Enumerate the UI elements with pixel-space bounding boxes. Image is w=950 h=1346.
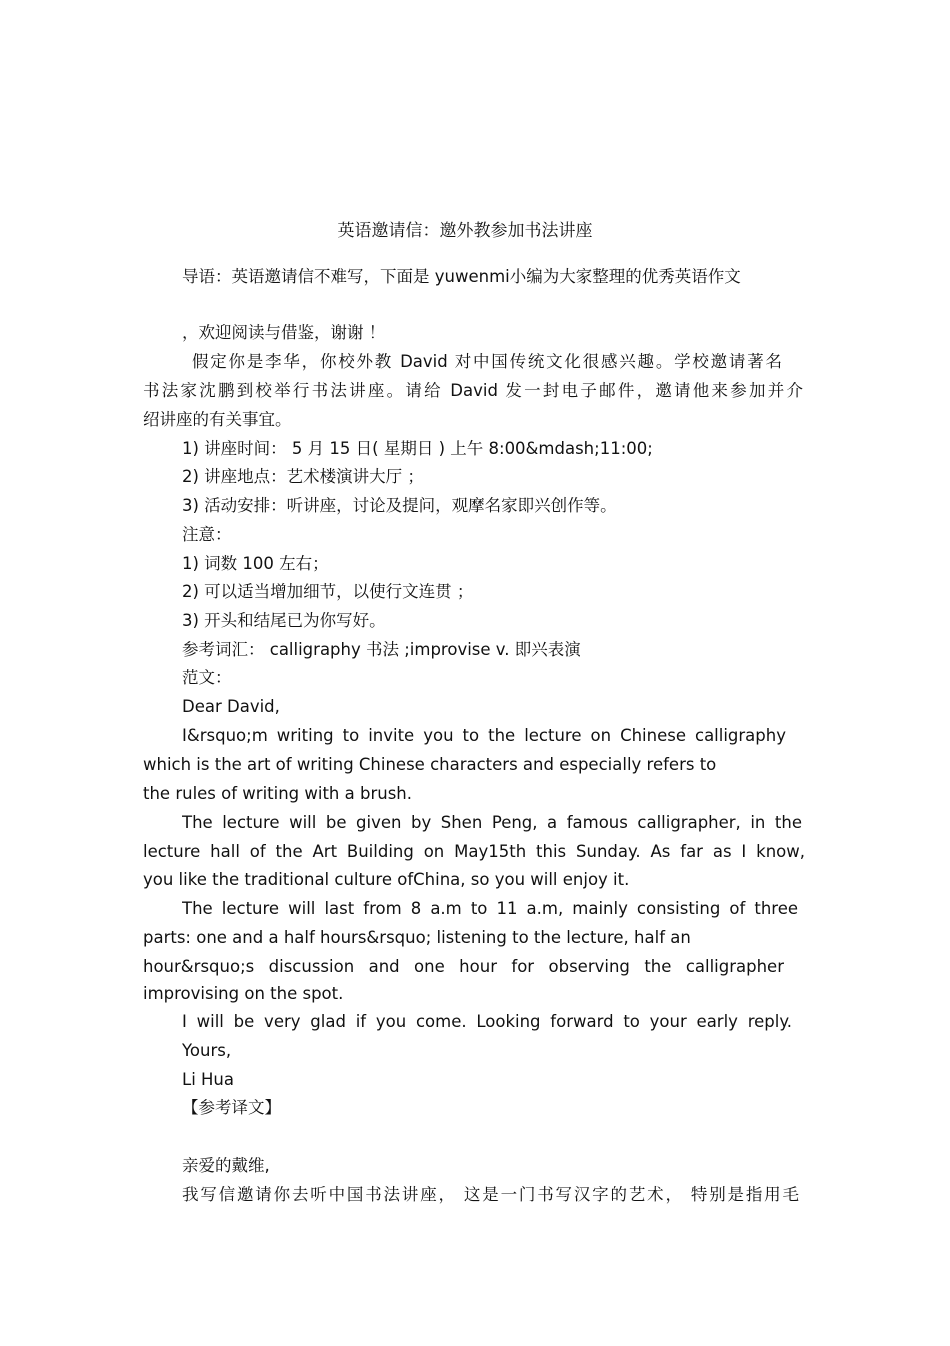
letter-paragraph: the rules of writing with a brush. (143, 784, 413, 803)
point-item: 2) 讲座地点：艺术楼演讲大厅 ； (182, 467, 424, 486)
letter-paragraph: parts: one and a half hours&rsquo; listening to the lecture, half an (143, 928, 691, 947)
letter-salutation: Dear David, (182, 697, 280, 716)
document-title: 英语邀请信：邀外教参加书法讲座 (337, 221, 593, 241)
intro-text: 导语：英语邀请信不难写，下面是 yuwenmi小编为大家整理的优秀英语作文 (182, 267, 741, 286)
point-item: 1) 讲座时间： 5 月 15 日( 星期日 ) 上午 8:00&mdash;11:00; (182, 439, 653, 458)
letter-paragraph: improvising on the spot. (143, 984, 344, 1003)
translation-paragraph: 我写信邀请你去听中国书法讲座， 这是一门书写汉字的艺术， 特别是指用毛 (182, 1185, 799, 1204)
letter-paragraph: The lecture will be given by Shen Peng, a famous calligrapher, in the (182, 813, 802, 832)
note-item: 1) 词数 100 左右； (182, 554, 329, 573)
task-description: 书法家沈鹏到校举行书法讲座。请给 David 发一封电子邮件，邀请他来参加并介 (143, 381, 803, 400)
translation-salutation: 亲爱的戴维, (182, 1156, 270, 1175)
translation-heading: 【参考译文】 (182, 1098, 281, 1117)
vocabulary: 参考词汇： calligraphy 书法 ;improvise v. 即兴表演 (182, 640, 581, 659)
letter-paragraph: I will be very glad if you come. Looking forward to your early reply. (182, 1012, 792, 1031)
task-description: 绍讲座的有关事宜。 (143, 410, 292, 429)
task-description: 假定你是李华，你校外教 David 对中国传统文化很感兴趣。学校邀请著名 (192, 352, 782, 371)
letter-closing: Yours, (182, 1041, 232, 1060)
letter-paragraph: lecture hall of the Art Building on May15th this Sunday. As far as I know, (143, 842, 805, 861)
letter-signature: Li Hua (182, 1070, 234, 1089)
letter-paragraph: hour&rsquo;s discussion and one hour for observing the calligrapher (143, 957, 784, 976)
notes-heading: 注意： (182, 525, 232, 544)
note-item: 3) 开头和结尾已为你写好。 (182, 611, 386, 630)
sample-heading: 范文： (182, 668, 232, 687)
letter-paragraph: I&rsquo;m writing to invite you to the lecture on Chinese calligraphy (182, 726, 786, 745)
note-item: 2) 可以适当增加细节，以使行文连贯 ； (182, 582, 474, 601)
letter-paragraph: which is the art of writing Chinese characters and especially refers to (143, 755, 717, 774)
letter-paragraph: you like the traditional culture ofChina, so you will enjoy it. (143, 870, 630, 889)
point-item: 3) 活动安排：听讲座，讨论及提问，观摩名家即兴创作等。 (182, 496, 617, 515)
letter-paragraph: The lecture will last from 8 a.m to 11 a.m, mainly consisting of three (182, 899, 798, 918)
intro-text-continued: ，欢迎阅读与借鉴，谢谢 ！ (182, 323, 386, 342)
